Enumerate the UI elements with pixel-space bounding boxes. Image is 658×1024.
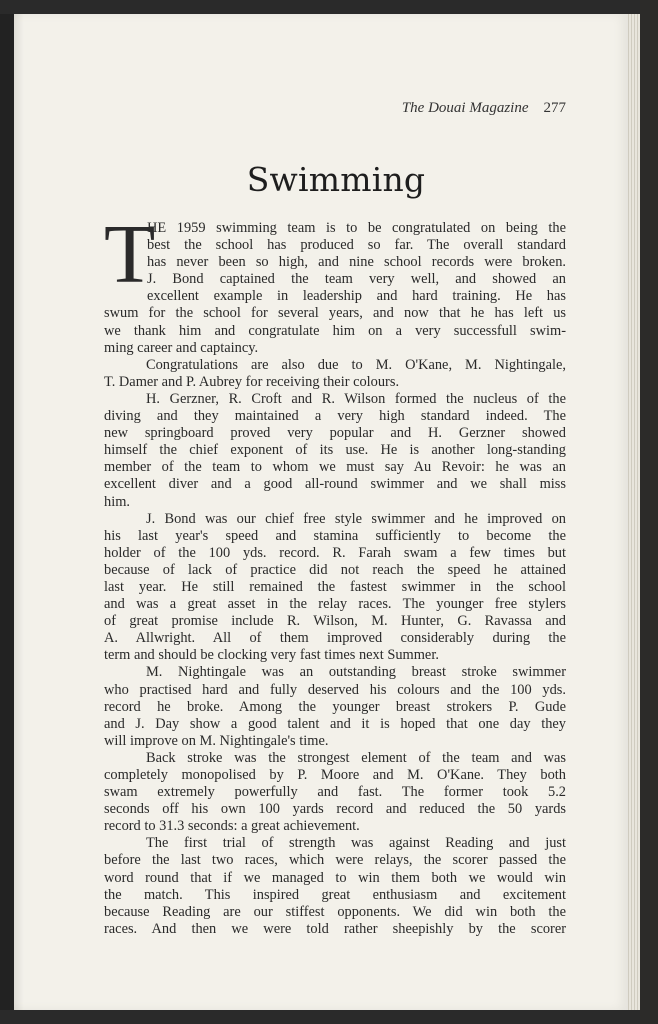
text-line: The first trial of strength was against Reading and just — [146, 835, 566, 852]
text-line: will improve on M. Nightingale's time. — [104, 732, 329, 749]
text-line: we thank him and congratulate him on a very successfull swim- — [104, 322, 566, 339]
page-number: 277 — [543, 100, 566, 116]
text-line: M. Nightingale was an outstanding breast stroke swimmer — [146, 664, 566, 681]
text-line: himself the chief exponent of its use. He is another long-standing — [104, 442, 566, 459]
text-line: has never been so high, and nine school records were broken. — [147, 254, 566, 271]
text-line: member of the team to whom we must say Au Revoir: he was an — [104, 459, 566, 476]
text-line: completely monopolised by P. Moore and M. O'Kane. They both — [104, 767, 566, 783]
article-body — [104, 208, 566, 938]
scan-bottom-border — [0, 1010, 658, 1024]
text-line: because Reading are our stiffest opponents. We did win both the — [104, 903, 566, 920]
text-line: term and should be clocking very fast times next Summer. — [104, 647, 439, 664]
text-line: of great promise include R. Wilson, M. Hunter, G. Ravassa and — [104, 613, 566, 630]
text-line: ming career and captaincy. — [104, 339, 259, 356]
text-line: and was a great asset in the relay races. The younger free stylers — [104, 596, 566, 613]
text-line: word round that if we managed to win them both we would win — [104, 869, 566, 886]
text-line: his last year's speed and stamina sufficiently to become the — [104, 527, 566, 544]
text-line: record he broke. Among the younger breast strokers P. Gude — [104, 698, 566, 715]
text-line: seconds off his own 100 yards record and reduced the 50 yards — [104, 801, 566, 818]
text-line: him. — [104, 493, 130, 510]
text-line: swam extremely powerfully and fast. The former took 5.2 — [104, 784, 566, 801]
text-line: last year. He still remained the fastest swimmer in the school — [104, 578, 566, 595]
text-line: A. Allwright. All of them improved considerably during the — [104, 630, 566, 647]
article-title: Swimming — [246, 160, 426, 199]
book-cover-edge — [640, 0, 658, 1024]
running-head — [402, 100, 566, 117]
scan-top-border — [0, 0, 658, 14]
text-line: before the last two races, which were relays, the scorer passed the — [104, 852, 566, 869]
text-line: because of lack of practice did not reach the speed he attained — [104, 561, 566, 578]
text-line: races. And then we were told rather sheepishly by the scorer — [104, 920, 566, 937]
text-line: swum for the school for several years, and now that he has left us — [104, 305, 566, 322]
text-line: record to 31.3 seconds: a great achievement. — [104, 818, 360, 835]
text-line: Congratulations are also due to M. O'Kane, M. Nightingale, — [146, 356, 566, 373]
text-line: J. Bond captained the team very well, and showed an — [147, 271, 566, 288]
magazine-name: The Douai Magazine — [401, 100, 529, 116]
text-line: best the school has produced so far. The overall standard — [147, 237, 566, 254]
text-line: holder of the 100 yds. record. R. Farah swam a few times but — [104, 544, 566, 561]
text-line: who practised hard and fully deserved his colours and the 100 yds. — [104, 681, 566, 698]
text-line: excellent example in leadership and hard training. He has — [147, 288, 566, 305]
text-line: HE 1959 swimming team is to be congratulated on being the — [147, 220, 566, 236]
opening-paragraph — [104, 208, 566, 305]
text-line: new springboard proved very popular and H. Gerzner showed — [104, 425, 566, 442]
drop-cap: T — [104, 208, 156, 301]
text-line: Back stroke was the strongest element of the team and was — [146, 749, 566, 766]
text-line: diving and they maintained a very high standard indeed. The — [104, 408, 566, 425]
text-line: excellent diver and a good all-round swimmer and we shall miss — [104, 476, 566, 493]
text-line: the match. This inspired great enthusiasm and excitement — [104, 886, 566, 903]
text-line: H. Gerzner, R. Croft and R. Wilson formed the nucleus of the — [146, 390, 566, 407]
text-line: J. Bond was our chief free style swimmer and he improved on — [146, 510, 566, 527]
text-line: T. Damer and P. Aubrey for receiving their colours. — [104, 373, 400, 390]
text-line: and J. Day show a good talent and it is hoped that one day they — [104, 715, 566, 732]
